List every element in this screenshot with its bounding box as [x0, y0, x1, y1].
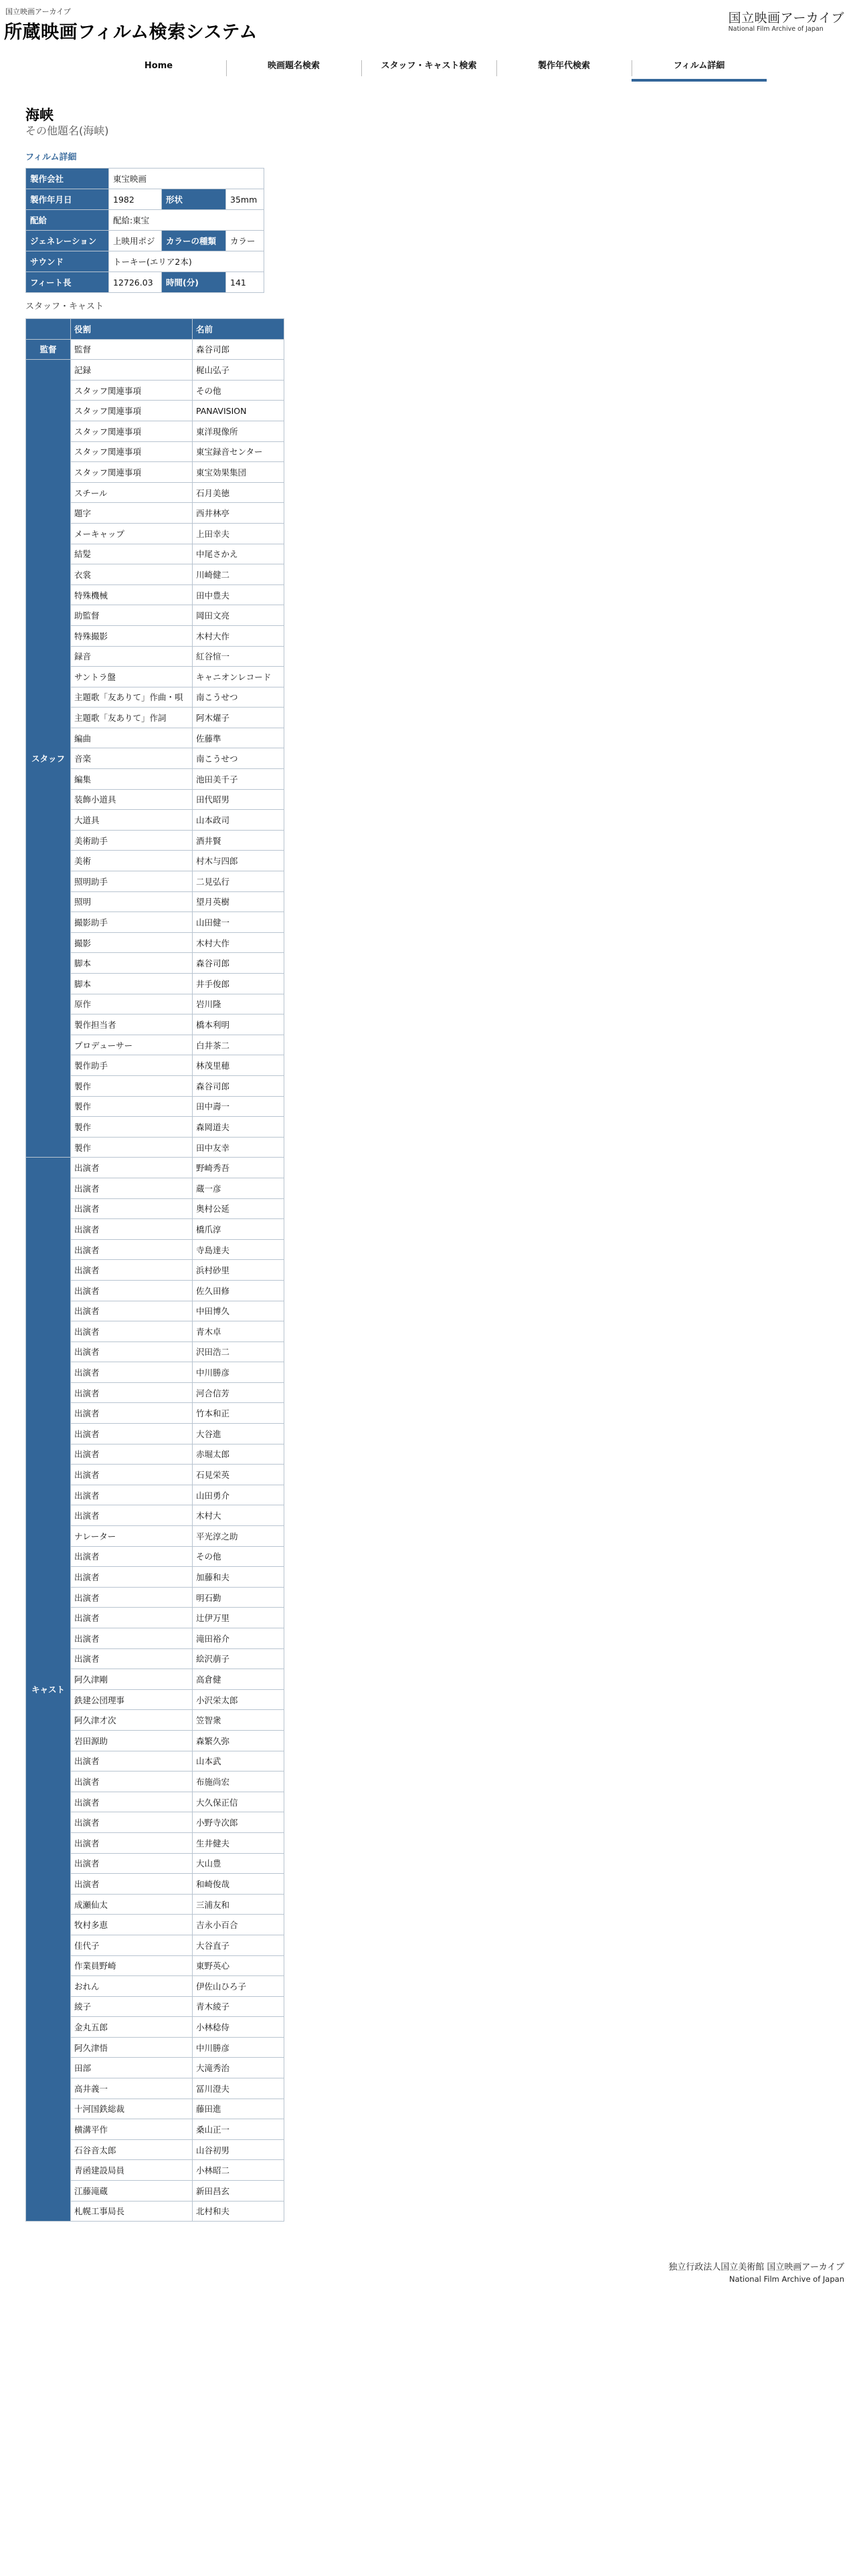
credit-role: 出演者: [71, 1546, 193, 1567]
detail-row: [26, 272, 264, 293]
detail-row: [26, 189, 264, 210]
credit-role: スタッフ関連事項: [71, 380, 193, 401]
credit-person-name[interactable]: 南こうせつ: [193, 748, 284, 769]
footer-org-japanese: 独立行政法人国立美術館 国立映画アーカイブ: [668, 2262, 844, 2272]
credit-category: スタッフ: [26, 360, 71, 1158]
credit-person-name[interactable]: 小林昭二: [193, 2160, 284, 2181]
credit-person-name[interactable]: その他: [193, 1546, 284, 1567]
credit-role: 主題歌「友ありて」作詞: [71, 708, 193, 728]
credit-role: 十河国鉄総裁: [71, 2099, 193, 2119]
credits-body: [26, 339, 284, 2222]
credit-person-name[interactable]: 西井林亭: [193, 503, 284, 524]
credit-role: 石谷音太郎: [71, 2139, 193, 2160]
credit-person-name[interactable]: 竹本和正: [193, 1403, 284, 1424]
credit-role: 脚本: [71, 953, 193, 974]
credit-role: 録音: [71, 646, 193, 667]
sound-value: トーキー(エリア2本): [109, 251, 264, 272]
credit-role: メーキャップ: [71, 523, 193, 544]
credit-person-name[interactable]: 井手俊郎: [193, 974, 284, 994]
credit-role: 江藤滝蔵: [71, 2181, 193, 2202]
tab-film-detail[interactable]: フィルム詳細: [632, 55, 767, 82]
credit-category: キャスト: [26, 1158, 71, 2222]
credit-person-name[interactable]: 生井健夫: [193, 1832, 284, 1853]
credit-role: ナレーター: [71, 1526, 193, 1547]
credit-row: [26, 339, 284, 360]
credit-person-name[interactable]: 中川勝彦: [193, 2037, 284, 2058]
category-header: [26, 319, 71, 340]
credit-role: サントラ盤: [71, 667, 193, 687]
credit-role: 題字: [71, 503, 193, 524]
date-label: 製作年月日: [26, 189, 109, 210]
distribution-label: 配給: [26, 210, 109, 231]
credit-person-name[interactable]: 沢田浩二: [193, 1341, 284, 1362]
credit-person-name[interactable]: キャニオンレコード: [193, 667, 284, 687]
credit-role: 出演者: [71, 1362, 193, 1383]
credit-role: 美術: [71, 851, 193, 871]
credit-role: スタッフ関連事項: [71, 441, 193, 462]
credit-role: 出演者: [71, 1853, 193, 1874]
credit-role: スタッフ関連事項: [71, 401, 193, 421]
credit-person-name[interactable]: 小野寺次郎: [193, 1812, 284, 1833]
detail-row: [26, 251, 264, 272]
credit-person-name[interactable]: 大久保正信: [193, 1792, 284, 1812]
credit-role: 阿久津剛: [71, 1669, 193, 1690]
credit-person-name[interactable]: 岡田文亮: [193, 605, 284, 626]
credit-category: 監督: [26, 339, 71, 360]
credit-person-name[interactable]: 大谷進: [193, 1424, 284, 1444]
credit-role: 出演者: [71, 1465, 193, 1485]
credit-person-name[interactable]: 浜村砂里: [193, 1260, 284, 1281]
credit-person-name[interactable]: 森谷司郎: [193, 1075, 284, 1096]
detail-row: [26, 169, 264, 189]
credit-role: 編集: [71, 769, 193, 790]
credit-person-name[interactable]: 大谷直子: [193, 1935, 284, 1955]
credit-person-name[interactable]: PANAVISION: [193, 401, 284, 421]
credit-person-name[interactable]: 二見弘行: [193, 871, 284, 892]
sound-label: サウンド: [26, 251, 109, 272]
credit-role: 美術助手: [71, 830, 193, 851]
credit-person-name[interactable]: 中川勝彦: [193, 1362, 284, 1383]
credit-role: 出演者: [71, 1178, 193, 1198]
credit-role: 製作: [71, 1117, 193, 1138]
credit-role: 原作: [71, 994, 193, 1014]
credit-role: 出演者: [71, 1341, 193, 1362]
credit-role: 阿久津悟: [71, 2037, 193, 2058]
credit-person-name[interactable]: 上田幸夫: [193, 523, 284, 544]
credit-person-name[interactable]: 村木与四郎: [193, 851, 284, 871]
company-label: 製作会社: [26, 169, 109, 189]
credit-person-name[interactable]: 大滝秀治: [193, 2058, 284, 2078]
credit-role: 出演者: [71, 1587, 193, 1608]
credit-person-name[interactable]: 滝田裕介: [193, 1628, 284, 1649]
credit-role: 出演者: [71, 1608, 193, 1628]
credit-role: 作業員野崎: [71, 1955, 193, 1976]
credit-person-name[interactable]: 田中友幸: [193, 1137, 284, 1158]
credit-person-name[interactable]: 絵沢萠子: [193, 1648, 284, 1669]
generation-label: ジェネレーション: [26, 231, 109, 251]
credit-role: 鉄建公団理事: [71, 1689, 193, 1710]
credit-person-name[interactable]: 野崎秀吾: [193, 1158, 284, 1178]
credit-role: 大道具: [71, 810, 193, 831]
credit-person-name[interactable]: 奥村公延: [193, 1198, 284, 1219]
credit-role: 出演者: [71, 1812, 193, 1833]
credit-role: 田部: [71, 2058, 193, 2078]
credit-person-name[interactable]: 蔵一彦: [193, 1178, 284, 1198]
runtime-value: 141: [226, 272, 264, 293]
credit-person-name[interactable]: 佐藤準: [193, 728, 284, 748]
credit-person-name[interactable]: 加藤和夫: [193, 1567, 284, 1588]
credit-person-name[interactable]: 池田美千子: [193, 769, 284, 790]
credit-person-name[interactable]: 佐久田修: [193, 1280, 284, 1301]
credit-person-name[interactable]: 吉永小百合: [193, 1915, 284, 1935]
credit-role: 牧村多恵: [71, 1915, 193, 1935]
credit-person-name[interactable]: 木村大: [193, 1505, 284, 1526]
credit-person-name[interactable]: 石見栄英: [193, 1465, 284, 1485]
credit-person-name[interactable]: 三浦友和: [193, 1894, 284, 1915]
credit-role: 出演者: [71, 1382, 193, 1403]
credit-role: 音楽: [71, 748, 193, 769]
credit-person-name[interactable]: 藤田進: [193, 2099, 284, 2119]
credit-role: 高井義一: [71, 2078, 193, 2099]
credit-role: 岩田源助: [71, 1730, 193, 1751]
footer: [668, 2262, 844, 2284]
credit-role: おれん: [71, 1976, 193, 1997]
credit-role: 出演者: [71, 1321, 193, 1342]
credit-role: 佳代子: [71, 1935, 193, 1955]
credit-role: 出演者: [71, 1219, 193, 1240]
credit-row: [26, 360, 284, 381]
credit-person-name[interactable]: 石月美徳: [193, 482, 284, 503]
credit-person-name[interactable]: 白井茶二: [193, 1035, 284, 1055]
tab-staff-cast-search[interactable]: スタッフ・キャスト検索: [361, 55, 496, 82]
credit-person-name[interactable]: 山谷初男: [193, 2139, 284, 2160]
credit-person-name[interactable]: 山田健一: [193, 912, 284, 933]
feet-label: フィート長: [26, 272, 109, 293]
credit-person-name[interactable]: 笠智衆: [193, 1710, 284, 1731]
credit-person-name[interactable]: 大山豊: [193, 1853, 284, 1874]
credit-role: スタッフ関連事項: [71, 421, 193, 441]
credit-role: 成瀬仙太: [71, 1894, 193, 1915]
credit-person-name[interactable]: 橋本利明: [193, 1014, 284, 1035]
credit-person-name[interactable]: 山本政司: [193, 810, 284, 831]
credit-role: 出演者: [71, 1874, 193, 1895]
credit-person-name[interactable]: 辻伊万里: [193, 1608, 284, 1628]
credit-role: 主題歌「友ありて」作曲・唄: [71, 687, 193, 708]
credit-role: 照明助手: [71, 871, 193, 892]
credit-role: 出演者: [71, 1792, 193, 1812]
credit-role: 出演者: [71, 1424, 193, 1444]
credit-role: 青函建設局員: [71, 2160, 193, 2181]
credit-role: 特殊撮影: [71, 625, 193, 646]
date-value: 1982: [109, 189, 162, 210]
credit-person-name[interactable]: 小沢栄太郎: [193, 1689, 284, 1710]
credit-role: 出演者: [71, 1485, 193, 1505]
site-small-name: 国立映画アーカイブ: [5, 7, 71, 16]
credit-role: 出演者: [71, 1444, 193, 1465]
credit-role: 脚本: [71, 974, 193, 994]
credit-role: 特殊機械: [71, 584, 193, 605]
credit-person-name[interactable]: 高倉健: [193, 1669, 284, 1690]
staff-cast-heading: スタッフ・キャスト: [25, 302, 104, 312]
credit-person-name[interactable]: 山本武: [193, 1751, 284, 1772]
format-value: 35mm: [226, 189, 264, 210]
credit-person-name[interactable]: 北村和夫: [193, 2201, 284, 2222]
credit-person-name[interactable]: 岩川隆: [193, 994, 284, 1014]
credit-person-name[interactable]: 紅谷愃一: [193, 646, 284, 667]
credit-person-name[interactable]: 和崎俊哉: [193, 1874, 284, 1895]
credit-person-name[interactable]: 南こうせつ: [193, 687, 284, 708]
company-value: 東宝映画: [109, 169, 264, 189]
credit-person-name[interactable]: 中尾さかえ: [193, 544, 284, 564]
credit-role: 札幌工事局長: [71, 2201, 193, 2222]
credit-person-name[interactable]: 森繁久弥: [193, 1730, 284, 1751]
credit-role: 出演者: [71, 1198, 193, 1219]
credit-person-name[interactable]: 東野英心: [193, 1955, 284, 1976]
credit-role: 装飾小道具: [71, 789, 193, 810]
credit-role: 製作: [71, 1096, 193, 1117]
credit-person-name[interactable]: 橋爪淳: [193, 1219, 284, 1240]
credit-role: スチール: [71, 482, 193, 503]
credit-role: 撮影助手: [71, 912, 193, 933]
credit-person-name[interactable]: 森谷司郎: [193, 339, 284, 360]
credit-person-name[interactable]: 新田昌玄: [193, 2181, 284, 2202]
credit-role: 綾子: [71, 1996, 193, 2017]
credit-person-name[interactable]: 望月英樹: [193, 891, 284, 912]
tab-year-search[interactable]: 製作年代検索: [496, 55, 632, 82]
credit-person-name[interactable]: 阿木燿子: [193, 708, 284, 728]
credit-person-name[interactable]: 川崎健二: [193, 564, 284, 585]
credit-role: 阿久津才次: [71, 1710, 193, 1731]
credit-person-name[interactable]: 東洋現像所: [193, 421, 284, 441]
credit-person-name[interactable]: 青木卓: [193, 1321, 284, 1342]
credit-role: 出演者: [71, 1280, 193, 1301]
film-detail-table: [25, 168, 264, 293]
credit-role: 監督: [71, 339, 193, 360]
credit-role: 出演者: [71, 1301, 193, 1321]
credit-role: 出演者: [71, 1239, 193, 1260]
credit-role: 出演者: [71, 1505, 193, 1526]
credit-person-name[interactable]: 東宝録音センター: [193, 441, 284, 462]
credit-role: 出演者: [71, 1832, 193, 1853]
credit-person-name[interactable]: 梶山弘子: [193, 360, 284, 381]
film-detail-heading: フィルム詳細: [25, 152, 77, 163]
credit-person-name[interactable]: 桑山正一: [193, 2119, 284, 2140]
credit-role: 製作担当者: [71, 1014, 193, 1035]
staff-cast-table: [25, 318, 284, 2222]
credit-role: 製作: [71, 1137, 193, 1158]
credit-person-name[interactable]: 林茂里穂: [193, 1055, 284, 1076]
color-type-label: カラーの種類: [162, 231, 226, 251]
credit-role: 出演者: [71, 1403, 193, 1424]
credit-role: スタッフ関連事項: [71, 462, 193, 483]
credit-person-name[interactable]: 寺島達夫: [193, 1239, 284, 1260]
site-title[interactable]: 所蔵映画フィルム検索システム: [4, 22, 258, 43]
detail-row: [26, 210, 264, 231]
credit-person-name[interactable]: 中田博久: [193, 1301, 284, 1321]
role-header: 役割: [71, 319, 193, 340]
credit-person-name[interactable]: 東宝効果集団: [193, 462, 284, 483]
logo-english: National Film Archive of Japan: [728, 25, 824, 33]
credit-role: 金丸五郎: [71, 2017, 193, 2038]
credit-person-name[interactable]: 酒井賢: [193, 830, 284, 851]
credit-person-name[interactable]: 布施尚宏: [193, 1772, 284, 1792]
credit-role: 製作助手: [71, 1055, 193, 1076]
credit-person-name[interactable]: 田中壽一: [193, 1096, 284, 1117]
nfaj-logo[interactable]: [729, 11, 844, 33]
credit-role: 照明: [71, 891, 193, 912]
main-nav: [91, 55, 767, 82]
credit-person-name[interactable]: 冨川澄夫: [193, 2078, 284, 2099]
credit-role: 出演者: [71, 1260, 193, 1281]
credit-role: 出演者: [71, 1772, 193, 1792]
color-type-value: カラー: [226, 231, 264, 251]
credit-person-name[interactable]: 山田勇介: [193, 1485, 284, 1505]
format-label: 形状: [162, 189, 226, 210]
credits-header-row: [26, 319, 284, 340]
credit-person-name[interactable]: 森谷司郎: [193, 953, 284, 974]
credit-person-name[interactable]: 伊佐山ひろ子: [193, 1976, 284, 1997]
credit-role: 出演者: [71, 1158, 193, 1178]
runtime-label: 時間(分): [162, 272, 226, 293]
credit-role: 出演者: [71, 1751, 193, 1772]
film-alt-title: その他題名(海峡): [25, 124, 109, 137]
credit-person-name[interactable]: 木村大作: [193, 932, 284, 953]
credit-person-name[interactable]: 明石勤: [193, 1587, 284, 1608]
credit-role: 撮影: [71, 932, 193, 953]
credit-person-name[interactable]: 小林稔侍: [193, 2017, 284, 2038]
credit-role: 衣裳: [71, 564, 193, 585]
distribution-value: 配給:東宝: [109, 210, 264, 231]
credit-role: 出演者: [71, 1567, 193, 1588]
credit-person-name[interactable]: その他: [193, 380, 284, 401]
credit-person-name[interactable]: 森岡道夫: [193, 1117, 284, 1138]
credit-person-name[interactable]: 河合信芳: [193, 1382, 284, 1403]
footer-org-english: National Film Archive of Japan: [729, 2274, 844, 2284]
credit-role: 横溝平作: [71, 2119, 193, 2140]
generation-value: 上映用ポジ: [109, 231, 162, 251]
film-title: 海峡: [25, 107, 54, 123]
credit-role: 助監督: [71, 605, 193, 626]
credit-role: 製作: [71, 1075, 193, 1096]
credit-role: 記録: [71, 360, 193, 381]
tab-title-search[interactable]: 映画題名検索: [226, 55, 361, 82]
credit-role: 結髪: [71, 544, 193, 564]
credit-role: 編曲: [71, 728, 193, 748]
credit-person-name[interactable]: 田代昭男: [193, 789, 284, 810]
credit-person-name[interactable]: 青木綾子: [193, 1996, 284, 2017]
name-header: 名前: [193, 319, 284, 340]
detail-row: [26, 231, 264, 251]
tab-home[interactable]: Home: [144, 61, 173, 71]
credit-person-name[interactable]: 赤堀太郎: [193, 1444, 284, 1465]
credit-role: 出演者: [71, 1648, 193, 1669]
credit-row: [26, 1158, 284, 1178]
credit-role: プロデューサー: [71, 1035, 193, 1055]
site-header: [0, 0, 859, 53]
logo-japanese: 国立映画アーカイブ: [728, 11, 844, 25]
credit-person-name[interactable]: 平光淳之助: [193, 1526, 284, 1547]
credit-role: 出演者: [71, 1628, 193, 1649]
credit-person-name[interactable]: 田中豊夫: [193, 584, 284, 605]
feet-value: 12726.03: [109, 272, 162, 293]
credit-person-name[interactable]: 木村大作: [193, 625, 284, 646]
